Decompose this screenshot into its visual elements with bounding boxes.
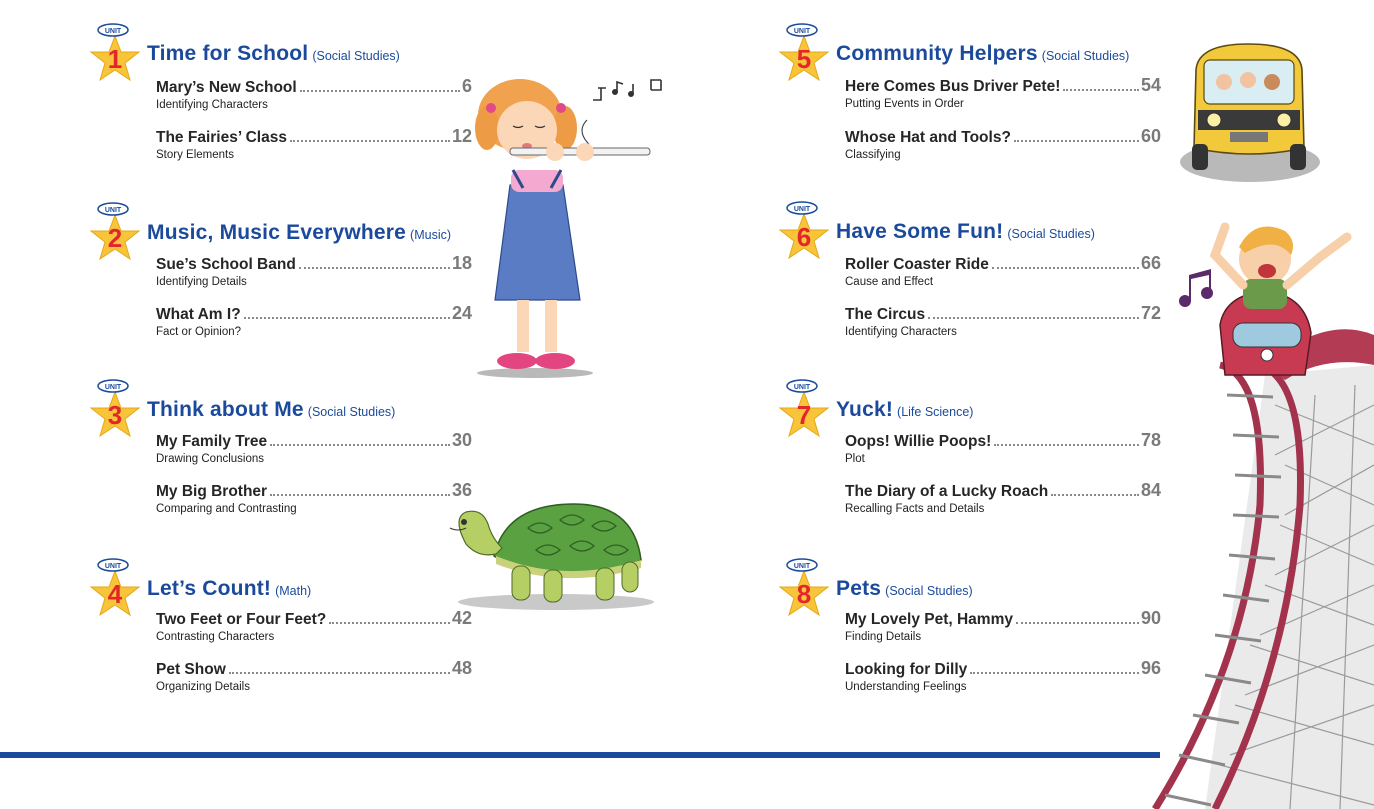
- story-skill: Classifying: [845, 149, 901, 161]
- page-number: 48: [451, 658, 472, 678]
- turtle-illustration: [436, 498, 656, 614]
- unit-badge-label: UNIT: [104, 28, 122, 35]
- unit-title: Pets: [836, 577, 882, 600]
- unit-number: 3: [107, 400, 123, 430]
- unit-5-star-badge: [776, 22, 832, 88]
- page-number: 36: [451, 480, 472, 500]
- unit-subject: (Social Studies): [1041, 49, 1130, 63]
- toc-entry[interactable]: [845, 431, 1161, 465]
- dot-leader: [229, 672, 450, 674]
- story-title: What Am I?: [156, 306, 241, 323]
- dot-leader: [1063, 89, 1139, 91]
- unit-subject: (Social Studies): [307, 405, 396, 419]
- unit-4-star-badge: [87, 557, 143, 623]
- unit-number: 1: [107, 44, 123, 74]
- page-number: 84: [1140, 480, 1161, 500]
- unit-badge-label: UNIT: [793, 206, 811, 213]
- toc-entry[interactable]: [845, 127, 1161, 161]
- page-number: 78: [1140, 430, 1161, 450]
- unit-1-star-badge: [87, 22, 143, 88]
- story-title: Whose Hat and Tools?: [845, 129, 1011, 146]
- toc-entry[interactable]: [156, 77, 472, 111]
- page-number: 42: [451, 608, 472, 628]
- unit-heading: [147, 221, 451, 245]
- unit-subject: (Social Studies): [1007, 227, 1095, 241]
- page-number: 6: [461, 76, 472, 96]
- unit-number: 7: [796, 400, 812, 430]
- dot-leader: [270, 444, 450, 446]
- unit-badge-label: UNIT: [104, 384, 122, 391]
- story-title: My Family Tree: [156, 433, 268, 450]
- unit-subject: (Social Studies): [885, 584, 973, 598]
- dot-leader: [1051, 494, 1139, 496]
- unit-heading: [147, 398, 395, 422]
- toc-entry[interactable]: [845, 76, 1161, 110]
- story-skill: Identifying Details: [156, 276, 247, 288]
- story-title: Looking for Dilly: [845, 661, 968, 678]
- dot-leader: [300, 90, 460, 92]
- unit-title: Think about Me: [147, 398, 304, 421]
- unit-number: 2: [107, 223, 123, 253]
- story-skill: Finding Details: [845, 631, 922, 643]
- unit-subject: (Life Science): [897, 405, 974, 419]
- story-title: Here Comes Bus Driver Pete!: [845, 78, 1061, 95]
- page-number: 24: [451, 303, 472, 323]
- unit-title: Time for School: [147, 42, 309, 65]
- unit-number: 8: [796, 579, 812, 609]
- toc-entry[interactable]: [156, 127, 472, 161]
- dot-leader: [1016, 622, 1139, 624]
- bottom-band: [0, 752, 1160, 758]
- toc-entry[interactable]: [156, 481, 472, 515]
- story-title: The Diary of a Lucky Roach: [845, 483, 1049, 500]
- girl-flute-illustration: [455, 70, 670, 385]
- story-title: Sue’s School Band: [156, 256, 296, 273]
- story-skill: Cause and Effect: [845, 276, 934, 288]
- unit-3-star-badge: [87, 378, 143, 444]
- dot-leader: [928, 317, 1139, 319]
- dot-leader: [1014, 140, 1139, 142]
- unit-6-star-badge: [776, 200, 832, 266]
- unit-heading: [836, 398, 973, 422]
- story-skill: Comparing and Contrasting: [156, 503, 297, 515]
- toc-entry[interactable]: [845, 481, 1161, 515]
- dot-leader: [270, 494, 450, 496]
- dot-leader: [992, 267, 1139, 269]
- toc-entry[interactable]: [845, 304, 1161, 338]
- toc-entry[interactable]: [845, 659, 1161, 693]
- story-skill: Plot: [845, 453, 865, 465]
- unit-title: Let’s Count!: [147, 577, 272, 600]
- dot-leader: [994, 444, 1139, 446]
- unit-number: 5: [796, 44, 812, 74]
- unit-badge-label: UNIT: [793, 563, 811, 570]
- unit-subject: (Math): [275, 584, 312, 598]
- page-number: 18: [451, 253, 472, 273]
- story-skill: Organizing Details: [156, 681, 250, 693]
- story-skill: Recalling Facts and Details: [845, 503, 985, 515]
- unit-title: Have Some Fun!: [836, 220, 1004, 243]
- page-number: 12: [451, 126, 472, 146]
- story-skill: Understanding Feelings: [845, 681, 967, 693]
- unit-2-star-badge: [87, 201, 143, 267]
- unit-heading: [147, 42, 400, 66]
- unit-heading: [836, 577, 973, 601]
- unit-title: Music, Music Everywhere: [147, 221, 407, 244]
- story-title: The Fairies’ Class: [156, 129, 287, 146]
- toc-entry[interactable]: [845, 254, 1161, 288]
- story-title: Two Feet or Four Feet?: [156, 611, 327, 628]
- unit-subject: (Music): [410, 228, 452, 242]
- page-number: 90: [1140, 608, 1161, 628]
- unit-badge-label: UNIT: [104, 563, 122, 570]
- unit-subject: (Social Studies): [312, 49, 400, 63]
- toc-entry[interactable]: [156, 304, 472, 338]
- unit-badge-label: UNIT: [104, 207, 122, 214]
- dot-leader: [290, 140, 450, 142]
- story-skill: Identifying Characters: [156, 99, 268, 111]
- story-skill: Story Elements: [156, 149, 234, 161]
- story-skill: Putting Events in Order: [845, 98, 964, 110]
- story-title: Roller Coaster Ride: [845, 256, 989, 273]
- unit-number: 6: [796, 222, 812, 252]
- page-number: 30: [451, 430, 472, 450]
- dot-leader: [244, 317, 450, 319]
- toc-entry[interactable]: [156, 431, 472, 465]
- unit-title: Community Helpers: [836, 42, 1038, 65]
- page-number: 72: [1140, 303, 1161, 323]
- unit-title: Yuck!: [836, 398, 894, 421]
- story-title: My Big Brother: [156, 483, 268, 500]
- unit-heading: [836, 220, 1095, 244]
- dot-leader: [970, 672, 1139, 674]
- story-skill: Identifying Characters: [845, 326, 957, 338]
- unit-heading: [147, 577, 311, 601]
- story-title: Pet Show: [156, 661, 226, 678]
- story-title: The Circus: [845, 306, 926, 323]
- story-title: My Lovely Pet, Hammy: [845, 611, 1013, 628]
- unit-badge-label: UNIT: [793, 384, 811, 391]
- unit-heading: [836, 42, 1129, 66]
- toc-entry[interactable]: [156, 254, 472, 288]
- unit-number: 4: [107, 579, 123, 609]
- unit-badge-label: UNIT: [793, 28, 811, 35]
- story-skill: Drawing Conclusions: [156, 453, 265, 465]
- story-title: Mary’s New School: [156, 79, 297, 96]
- story-title: Oops! Willie Poops!: [845, 433, 992, 450]
- dot-leader: [299, 267, 450, 269]
- page-number: 54: [1140, 75, 1161, 95]
- page-number: 60: [1140, 126, 1161, 146]
- unit-7-star-badge: [776, 378, 832, 444]
- story-skill: Contrasting Characters: [156, 631, 275, 643]
- toc-entry[interactable]: [156, 609, 472, 643]
- page-number: 66: [1140, 253, 1161, 273]
- story-skill: Fact or Opinion?: [156, 326, 242, 338]
- dot-leader: [329, 622, 450, 624]
- page-number: 96: [1140, 658, 1161, 678]
- school-bus-illustration: [1178, 40, 1320, 186]
- unit-8-star-badge: [776, 557, 832, 623]
- toc-entry[interactable]: [156, 659, 472, 693]
- toc-entry[interactable]: [845, 609, 1161, 643]
